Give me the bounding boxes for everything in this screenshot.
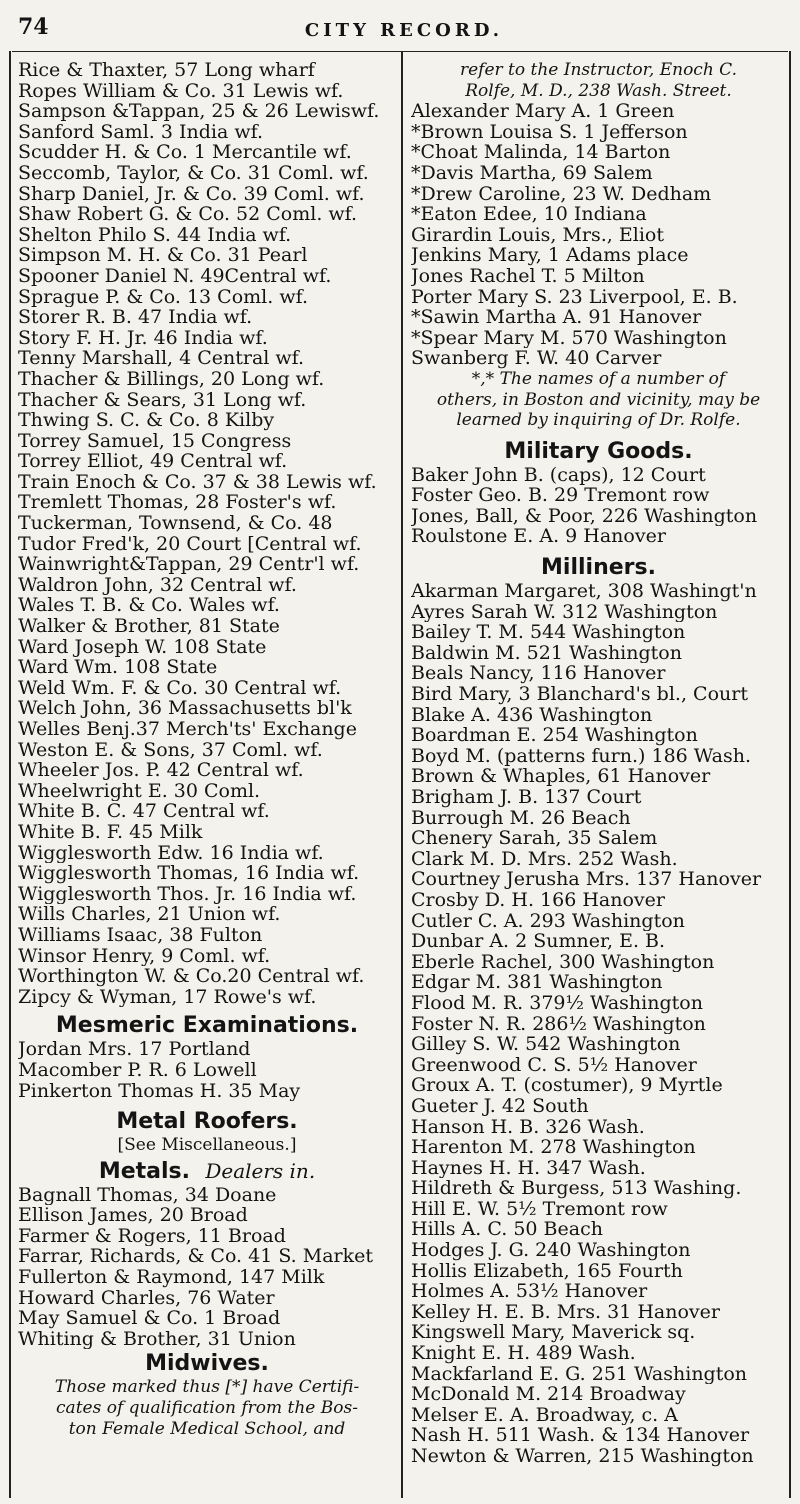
list-item: Simpson M. H. & Co. 31 Pearl (18, 245, 308, 266)
page-header (12, 0, 796, 50)
list-item: Hildreth & Burgess, 513 Washing. (411, 1178, 742, 1199)
list-item: Eberle Rachel, 300 Washington (411, 951, 715, 973)
list-item: Cutler C. A. 293 Washington (411, 910, 685, 932)
list-item: Story F. H. Jr. 46 India wf. (18, 327, 268, 349)
list-item: Porter Mary S. 23 Liverpool, E. B. (411, 286, 738, 308)
list-item: Bagnall Thomas, 34 Doane (18, 1184, 277, 1206)
list-item: Burrough M. 26 Beach (411, 807, 631, 829)
list-item: Hills A. C. 50 Beach (411, 1219, 603, 1241)
list-item: White B. F. 45 Milk (18, 821, 203, 843)
list-item: Sharp Daniel, Jr. & Co. 39 Coml. wf. (18, 183, 365, 205)
list-item: Knight E. H. 489 Wash. (411, 1343, 636, 1364)
list-item: Swanberg F. W. 40 Carver (411, 348, 662, 369)
list-item: Foster Geo. B. 29 Tremont row (411, 485, 710, 506)
military-goods-list (411, 465, 786, 547)
list-item: McDonald M. 214 Broadway (411, 1384, 686, 1405)
section-heading-metal-roofers: Metal Roofers. (116, 1109, 298, 1135)
list-item: Jones, Ball, & Poor, 226 Washington (411, 505, 758, 527)
list-item: Holmes A. 53½ Hanover (411, 1281, 648, 1302)
list-item: Spooner Daniel N. 49Central wf. (18, 265, 332, 287)
list-item: Ward Joseph W. 108 State (18, 636, 267, 658)
running-title: CITY RECORD. (304, 20, 504, 41)
note-line: *,* The names of a number of (471, 368, 726, 389)
list-item: *Eaton Edee, 10 Indiana (411, 204, 647, 225)
list-item: Thacher & Billings, 20 Long wf. (18, 368, 325, 390)
list-item: Whiting & Brother, 31 Union (18, 1328, 296, 1350)
page-number: 74 (18, 14, 49, 40)
list-item: Wales T. B. & Co. Wales wf. (18, 595, 280, 617)
right-column (411, 60, 786, 1467)
metals-heading-suffix: Dealers in. (205, 1158, 316, 1183)
list-item: Ropes William & Co. 31 Lewis wf. (18, 80, 344, 102)
list-item: Clark M. D. Mrs. 252 Wash. (411, 848, 678, 870)
list-item: Tremlett Thomas, 28 Foster's wf. (18, 492, 337, 514)
list-item: Train Enoch & Co. 37 & 38 Lewis wf. (18, 471, 377, 493)
list-item: Bird Mary, 3 Blanchard's bl., Court (411, 684, 748, 705)
list-item: Foster N. R. 286½ Washington (411, 1013, 706, 1035)
list-item: Thwing S. C. & Co. 8 Kilby (18, 410, 275, 431)
note-line: learned by inquiring of Dr. Rolfe. (456, 410, 741, 431)
list-item: Farrar, Richards, & Co. 41 S. Market (18, 1246, 374, 1268)
list-item: Ward Wm. 108 State (18, 657, 218, 678)
list-item: Storer R. B. 47 India wf. (18, 307, 253, 328)
section-heading-milliners: Milliners. (541, 555, 656, 581)
list-item: Edgar M. 381 Washington (411, 972, 663, 993)
metals-list (18, 1185, 396, 1350)
list-item: May Samuel & Co. 1 Broad (18, 1308, 281, 1329)
note-line: cates of qualification from the Bos- (56, 1398, 358, 1419)
midwives-footnote (411, 369, 786, 431)
list-item: Welch John, 36 Massachusetts bl'k (18, 698, 352, 719)
list-item: Sampson &Tappan, 25 & 26 Lewiswf. (18, 101, 380, 122)
section-heading-mesmeric: Mesmeric Examinations. (55, 1013, 359, 1039)
list-item: Flood M. R. 379½ Washington (411, 992, 703, 1014)
list-item: *Davis Martha, 69 Salem (411, 162, 653, 184)
list-item: Pinkerton Thomas H. 35 May (18, 1080, 301, 1102)
list-item: Chenery Sarah, 35 Salem (411, 828, 658, 849)
list-item: Wigglesworth Thos. Jr. 16 India wf. (18, 883, 357, 905)
list-item: Gilley S. W. 542 Washington (411, 1034, 681, 1055)
list-item: Tudor Fred'k, 20 Court [Central wf. (18, 533, 362, 555)
note-line: Rolfe, M. D., 238 Wash. Street. (465, 80, 732, 101)
list-item: *Choat Malinda, 14 Barton (411, 142, 671, 163)
list-item: Winsor Henry, 9 Coml. wf. (18, 945, 271, 967)
list-item: Waldron John, 32 Central wf. (18, 574, 297, 596)
list-item: White B. C. 47 Central wf. (18, 801, 270, 822)
list-item: Rice & Thaxter, 57 Long wharf (18, 60, 315, 81)
list-item: Beals Nancy, 116 Hanover (411, 663, 666, 685)
list-item: Haynes H. H. 347 Wash. (411, 1157, 646, 1179)
list-item: Wheeler Jos. P. 42 Central wf. (18, 760, 304, 781)
list-item: Hollis Elizabeth, 165 Fourth (411, 1260, 683, 1282)
column-rule-middle (401, 51, 403, 1498)
list-item: *Drew Caroline, 23 W. Dedham (411, 183, 712, 205)
list-item: Fullerton & Raymond, 147 Milk (18, 1267, 325, 1288)
list-item: Macomber P. R. 6 Lowell (18, 1059, 257, 1081)
list-item: Bailey T. M. 544 Washington (411, 622, 686, 643)
list-item: Weston E. & Sons, 37 Coml. wf. (18, 739, 323, 761)
list-item: Ellison James, 20 Broad (18, 1205, 248, 1226)
list-item: Thacher & Sears, 31 Long wf. (18, 389, 307, 411)
list-item: Kelley H. E. B. Mrs. 31 Hanover (411, 1301, 720, 1323)
list-item: Wigglesworth Thomas, 16 India wf. (18, 863, 360, 884)
list-item: Girardin Louis, Mrs., Eliot (411, 224, 664, 246)
list-item: Melser E. A. Broadway, c. A (411, 1404, 678, 1426)
list-item: Williams Isaac, 38 Fulton (18, 924, 263, 946)
list-item: Seccomb, Taylor, & Co. 31 Coml. wf. (18, 162, 369, 184)
merchants-list (18, 60, 396, 1007)
header-rule (12, 51, 788, 52)
list-item: *Spear Mary M. 570 Washington (411, 327, 727, 349)
list-item: Boyd M. (patterns furn.) 186 Wash. (411, 745, 752, 767)
list-item: Hanson H. B. 326 Wash. (411, 1116, 645, 1138)
list-item: Sprague P. & Co. 13 Coml. wf. (18, 286, 308, 308)
metals-heading-label: Metals. (98, 1158, 190, 1184)
list-item: Nash H. 511 Wash. & 134 Hanover (411, 1425, 750, 1446)
list-item: Wigglesworth Edw. 16 India wf. (18, 842, 324, 864)
list-item: Torrey Samuel, 15 Congress (18, 430, 292, 452)
list-item: Kingswell Mary, Maverick sq. (411, 1322, 696, 1344)
note-line: refer to the Instructor, Enoch C. (459, 60, 737, 80)
mesmeric-list (18, 1039, 396, 1101)
section-heading-midwives: Midwives. (145, 1351, 269, 1377)
list-item: Hodges J. G. 240 Washington (411, 1240, 691, 1261)
list-item: Worthington W. & Co.20 Central wf. (18, 966, 365, 987)
list-item: Sanford Saml. 3 India wf. (18, 121, 263, 143)
list-item: Crosby D. H. 166 Hanover (411, 889, 665, 911)
list-item: Weld Wm. F. & Co. 30 Central wf. (18, 677, 342, 699)
list-item: Zipcy & Wyman, 17 Rowe's wf. (18, 986, 317, 1008)
list-item: Blake A. 436 Washington (411, 704, 653, 726)
list-item: Brown & Whaples, 61 Hanover (411, 766, 711, 787)
list-item: Shelton Philo S. 44 India wf. (18, 224, 292, 246)
list-item: Alexander Mary A. 1 Green (411, 101, 675, 122)
left-column (18, 60, 396, 1439)
list-item: Tenny Marshall, 4 Central wf. (18, 348, 305, 369)
note-line: ton Female Medical School, and (68, 1418, 346, 1439)
list-item: Hill E. W. 5½ Tremont row (411, 1198, 668, 1220)
note-line: others, in Boston and vicinity, may be (436, 389, 761, 410)
list-item: Jones Rachel T. 5 Milton (411, 265, 645, 287)
section-heading-military-goods: Military Goods. (504, 438, 693, 464)
list-item: Dunbar A. 2 Sumner, E. B. (411, 931, 666, 952)
list-item: Scudder H. & Co. 1 Mercantile wf. (18, 142, 352, 163)
list-item: Jordan Mrs. 17 Portland (18, 1039, 251, 1060)
list-item: Baldwin M. 521 Washington (411, 642, 682, 664)
list-item: Howard Charles, 76 Water (18, 1287, 275, 1309)
list-item: Roulstone E. A. 9 Hanover (411, 526, 666, 548)
midwives-note (18, 1377, 396, 1439)
list-item: Baker John B. (caps), 12 Court (411, 464, 706, 486)
list-item: Wheelwright E. 30 Coml. (18, 780, 261, 802)
column-rule-left (9, 51, 11, 1498)
list-item: Wainwright&Tappan, 29 Centr'l wf. (18, 554, 360, 575)
column-rule-right (789, 51, 791, 1498)
list-item: *Brown Louisa S. 1 Jefferson (411, 121, 688, 143)
list-item: Walker & Brother, 81 State (18, 616, 280, 637)
section-heading-metals (18, 1158, 396, 1185)
list-item: Wills Charles, 21 Union wf. (18, 904, 281, 925)
list-item: Boardman E. 254 Washington (411, 725, 698, 746)
midwives-list (411, 101, 786, 369)
list-item: Tuckerman, Townsend, & Co. 48 (18, 513, 333, 534)
list-item: Torrey Elliot, 49 Central wf. (18, 451, 288, 472)
list-item: Courtney Jerusha Mrs. 137 Hanover (411, 869, 762, 890)
list-item: Mackfarland E. G. 251 Washington (411, 1363, 748, 1385)
list-item: Groux A. T. (costumer), 9 Myrtle (411, 1075, 723, 1096)
list-item: *Sawin Martha A. 91 Hanover (411, 307, 702, 328)
list-item: Jenkins Mary, 1 Adams place (411, 245, 689, 266)
note-line: Those marked thus [*] have Certifi- (54, 1377, 360, 1398)
midwives-note-continued (411, 60, 786, 101)
list-item: Akarman Margaret, 308 Washingt'n (411, 581, 757, 602)
list-item: Ayres Sarah W. 312 Washington (411, 601, 718, 623)
list-item: Harenton M. 278 Washington (411, 1137, 696, 1158)
milliners-list (411, 581, 786, 1467)
list-item: Welles Benj.37 Merch'ts' Exchange (18, 719, 357, 740)
list-item: Shaw Robert G. & Co. 52 Coml. wf. (18, 204, 358, 225)
list-item: Greenwood C. S. 5½ Hanover (411, 1054, 697, 1076)
cross-reference-note: [See Miscellaneous.] (117, 1135, 297, 1156)
list-item: Brigham J. B. 137 Court (411, 787, 642, 808)
list-item: Gueter J. 42 South (411, 1095, 589, 1117)
list-item: Newton & Warren, 215 Washington (411, 1446, 754, 1467)
list-item: Farmer & Rogers, 11 Broad (18, 1225, 286, 1247)
